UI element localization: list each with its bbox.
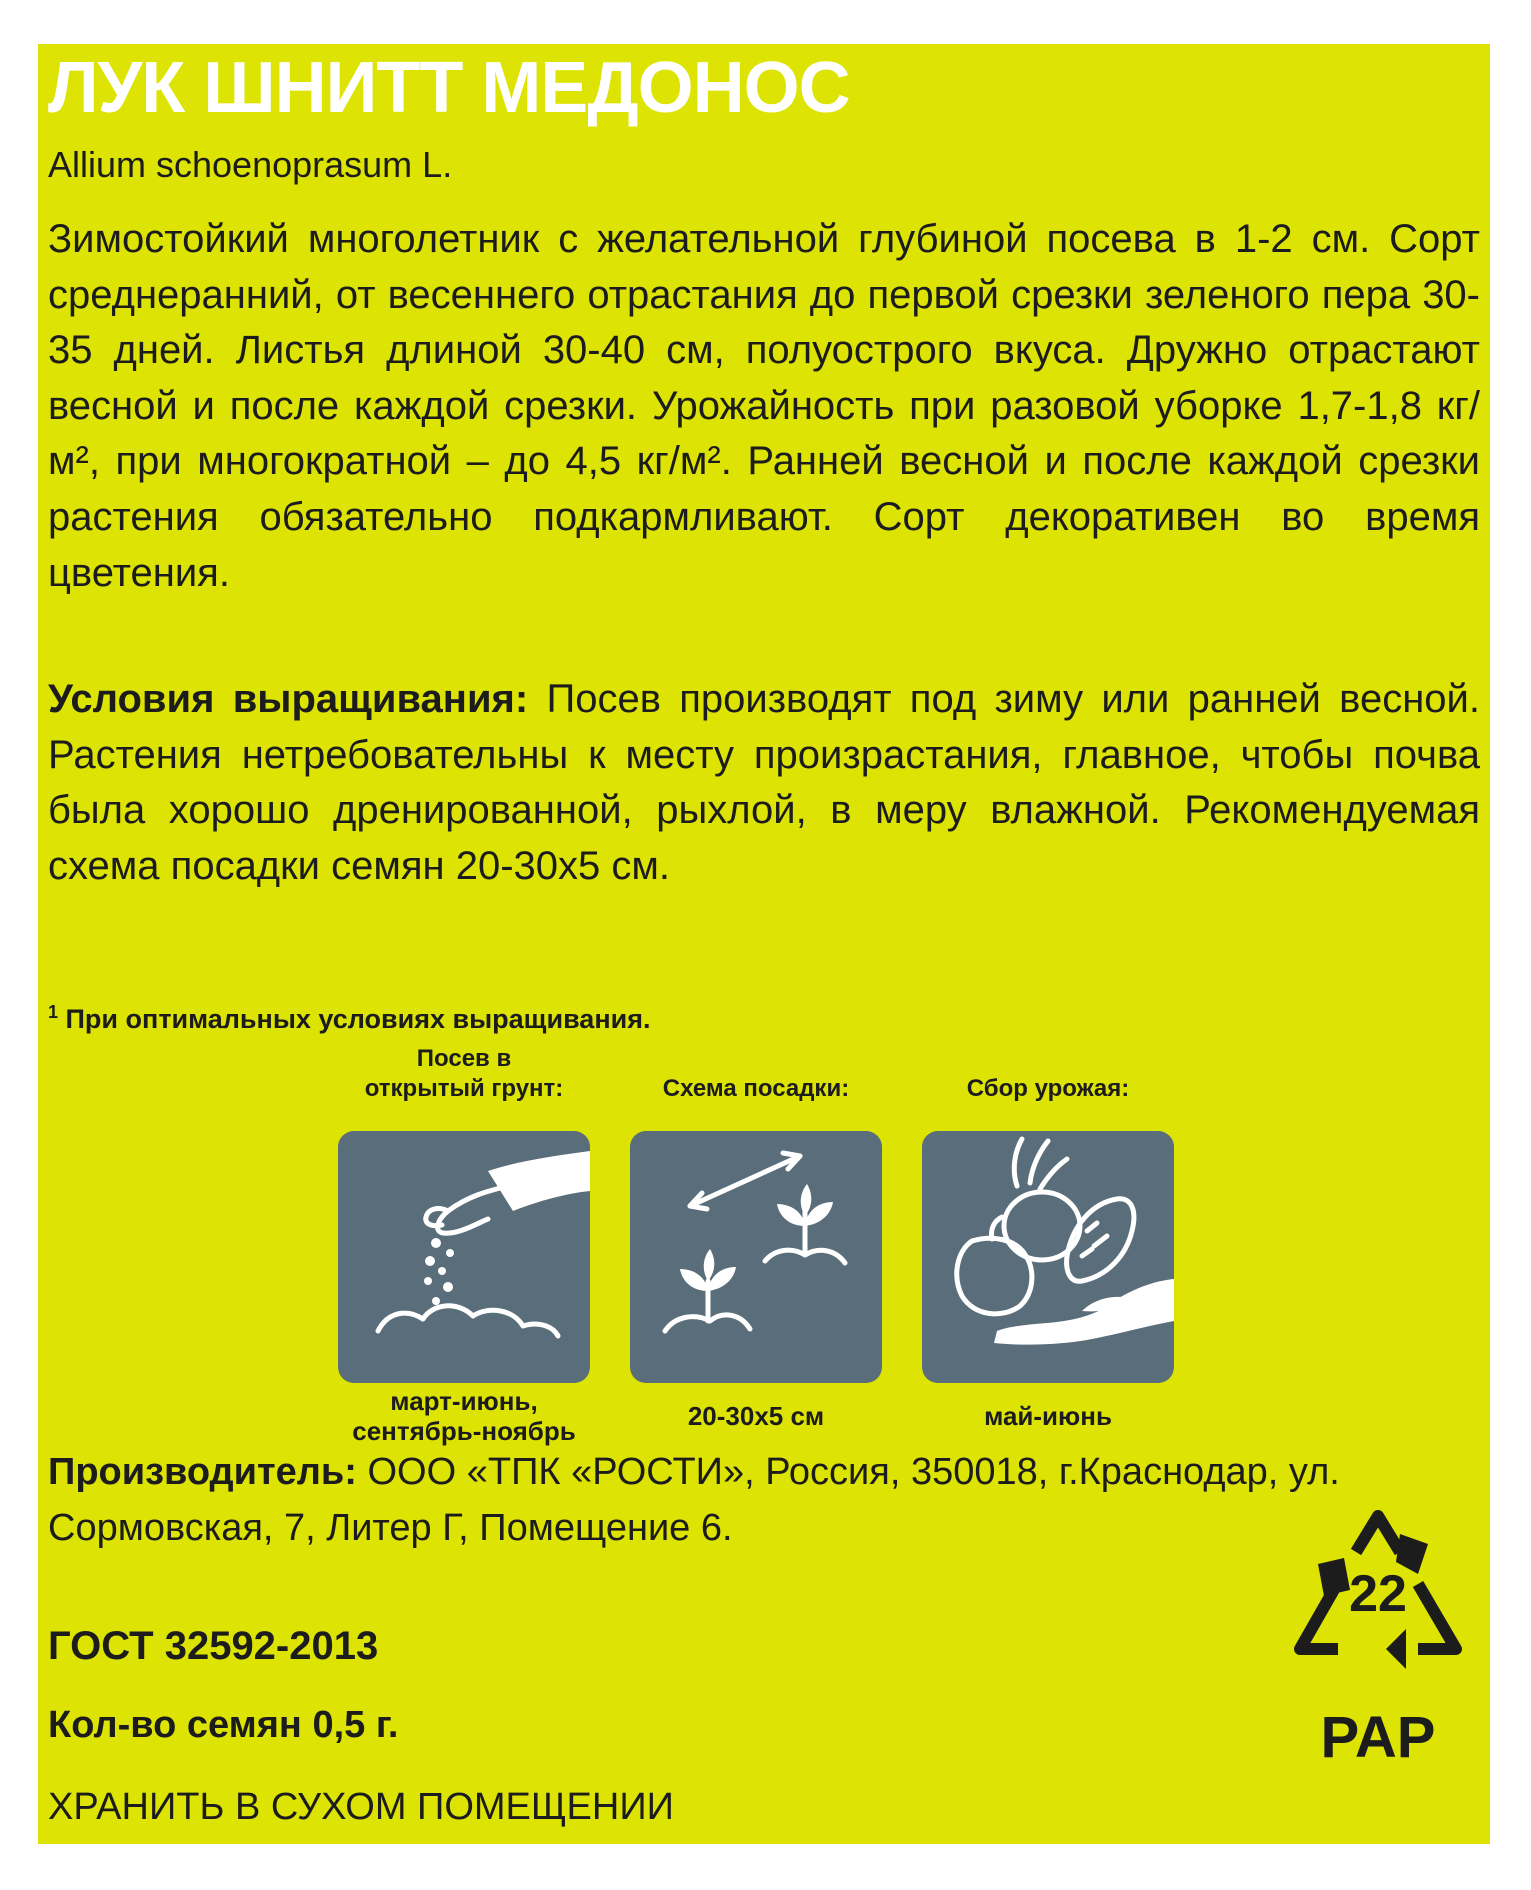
recycle-number: 22 — [1349, 1565, 1407, 1623]
sowing-hand-icon — [338, 1131, 590, 1383]
sowing-caption — [318, 1386, 610, 1446]
recycle-code: PAP — [1320, 1705, 1436, 1770]
sowing-heading-line-1: Посев в — [416, 1045, 512, 1072]
sowing-heading-line-2: открытый грунт: — [364, 1075, 564, 1102]
planting-scheme-icon — [630, 1131, 882, 1383]
recycling-mark — [1278, 1504, 1478, 1774]
latin-name: Allium schoenoprasum L. — [48, 144, 453, 185]
scheme-heading: Схема посадки: — [662, 1075, 850, 1102]
manufacturer-text: ООО «ТПК «РОСТИ», Россия, 350018, г.Краснодар, ул. Сормовская, 7, Литер Г, Помещение 6. — [48, 1451, 1340, 1549]
gost-standard: ГОСТ 32592-2013 — [48, 1624, 379, 1668]
product-title: ЛУК ШНИТТ МЕДОНОС — [48, 48, 850, 128]
storage-instruction: ХРАНИТЬ В СУХОМ ПОМЕЩЕНИИ — [48, 1786, 674, 1828]
sowing-caption-line-1: март-июнь, — [390, 1386, 538, 1416]
manufacturer — [48, 1444, 1480, 1556]
footnote — [48, 1002, 651, 1035]
seed-amount: Кол-во семян 0,5 г. — [48, 1704, 399, 1746]
harvest-hand-icon — [922, 1131, 1174, 1383]
harvest-caption: май-июнь — [984, 1401, 1112, 1431]
footnote-text: При оптимальных условиях выращивания. — [58, 1004, 651, 1034]
manufacturer-label: Производитель: — [48, 1451, 357, 1493]
harvest-heading: Сбор урожая: — [966, 1075, 1130, 1102]
sowing-heading — [338, 1044, 590, 1104]
seed-packet-back — [38, 44, 1490, 1844]
growing-conditions — [48, 672, 1480, 894]
description: Зимостойкий многолетник с желательной глубиной посева в 1-2 см. Сорт среднеранний, от весеннего отрастания до первой срезки зеленого пера 30-35 дней. Листья длиной 30-40 см, полуострого вкуса. Дружно отрастают весной и после каждой срезки. Урожайность при разовой уборке 1,7-1,8 кг/ м², при многократной – до 4,5 кг/м². Ранней весной и после каждой срезки растения обязательно подкармливают. Сорт декоративен во время цветения. — [48, 217, 1480, 595]
sowing-caption-line-2: сентябрь-ноябрь — [352, 1416, 576, 1446]
footnote-mark: 1 — [48, 1002, 59, 1022]
growing-conditions-text: Посев производят под зиму или ранней весной. Растения нетребовательны к месту произрастания, главное, чтобы почва была хорошо дренированной, рыхлой, в меру влажной. Рекомендуемая схема посадки семян 20-30x5 см. — [48, 677, 1480, 888]
growing-conditions-label: Условия выращивания: — [48, 677, 529, 721]
scheme-caption: 20-30x5 см — [687, 1401, 825, 1431]
